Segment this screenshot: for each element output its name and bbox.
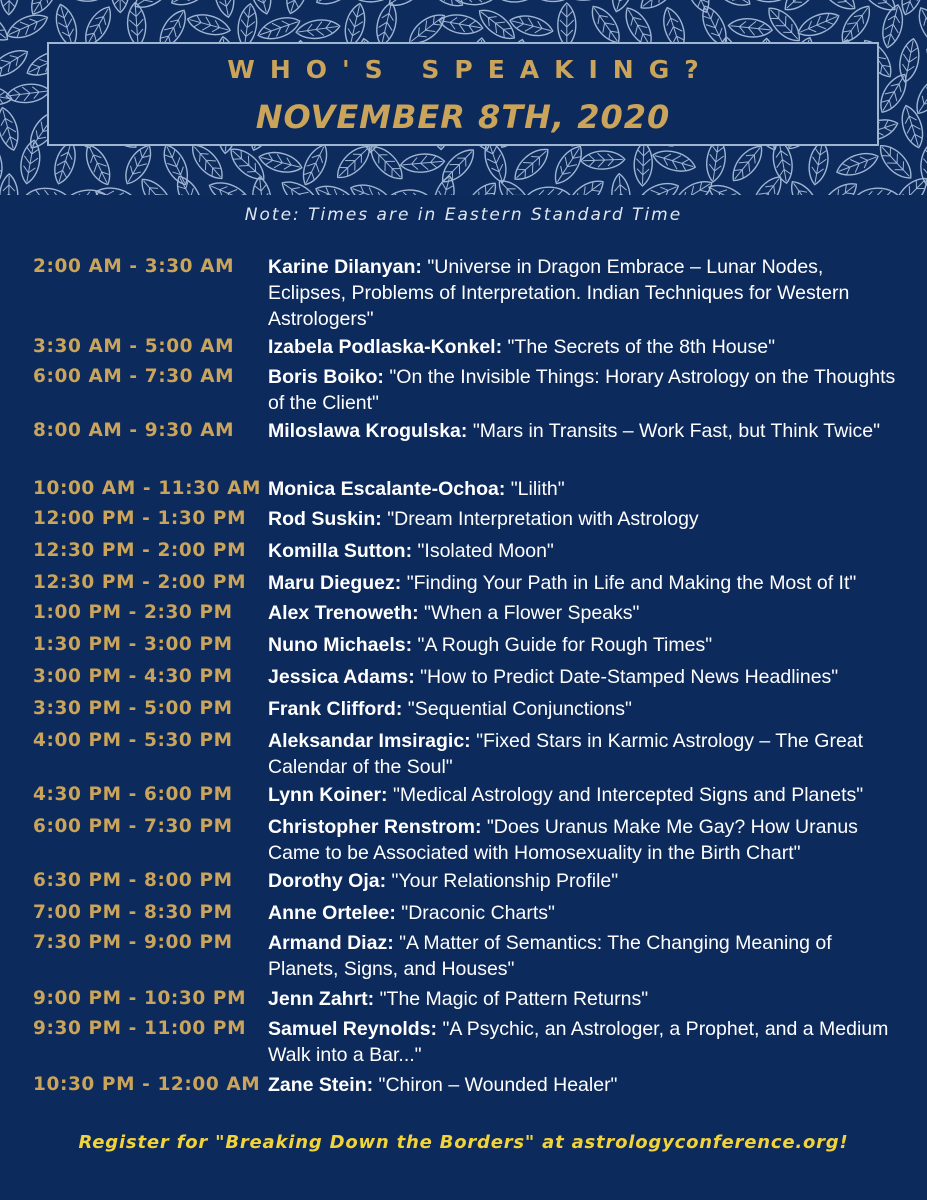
- speaker-name: Miloslawa Krogulska:: [268, 420, 468, 442]
- speaker-name: Lynn Koiner:: [268, 784, 388, 806]
- session-time: 1:30 PM - 3:00 PM: [33, 634, 233, 655]
- session-description: [268, 1016, 898, 1068]
- session-time: 8:00 AM - 9:30 AM: [33, 420, 235, 441]
- speaker-name: Komilla Sutton:: [268, 540, 413, 562]
- session-description: [268, 930, 898, 982]
- talk-title: "Medical Astrology and Intercepted Signs and Planets": [392, 784, 864, 806]
- session-description: [268, 900, 898, 926]
- speaker-name: Zane Stein:: [268, 1074, 374, 1096]
- talk-title: "Your Relationship Profile": [391, 870, 619, 892]
- session-description: [268, 538, 898, 564]
- session-time: 10:00 AM - 11:30 AM: [33, 478, 262, 499]
- session-description: [268, 1072, 898, 1098]
- talk-title: "A Rough Guide for Rough Times": [417, 634, 713, 656]
- session-time: 3:30 AM - 5:00 AM: [33, 336, 235, 357]
- talk-title: "When a Flower Speaks": [424, 602, 640, 624]
- event-date: NOVEMBER 8TH, 2020: [255, 98, 671, 136]
- speaker-name: Christopher Renstrom:: [268, 816, 482, 838]
- session-description: [268, 506, 898, 532]
- session-time: 9:30 PM - 11:00 PM: [33, 1018, 247, 1039]
- session-time: 3:00 PM - 4:30 PM: [33, 666, 233, 687]
- talk-title: "Fixed Stars in Karmic Astrology – The Great Calendar of the Soul": [268, 730, 864, 778]
- register-footer: Register for "Breaking Down the Borders" at astrologyconference.org!: [78, 1132, 849, 1153]
- speaker-name: Samuel Reynolds:: [268, 1018, 438, 1040]
- session-description: [268, 476, 898, 502]
- speaker-name: Frank Clifford:: [268, 698, 403, 720]
- speaker-name: Jenn Zahrt:: [268, 988, 375, 1010]
- talk-title: "On the Invisible Things: Horary Astrology on the Thoughts of the Client": [268, 366, 896, 414]
- session-time: 4:30 PM - 6:00 PM: [33, 784, 233, 805]
- header-banner: [0, 0, 927, 195]
- session-time: 6:00 AM - 7:30 AM: [33, 366, 235, 387]
- session-time: 1:00 PM - 2:30 PM: [33, 602, 233, 623]
- speaker-name: Rod Suskin:: [268, 508, 382, 530]
- session-description: [268, 254, 898, 332]
- session-description: [268, 632, 898, 658]
- speaker-name: Izabela Podlaska-Konkel:: [268, 336, 503, 358]
- talk-title: "Chiron – Wounded Healer": [378, 1074, 618, 1096]
- talk-title: "Dream Interpretation with Astrology: [387, 508, 699, 530]
- speaker-name: Karine Dilanyan:: [268, 256, 422, 278]
- session-time: 12:00 PM - 1:30 PM: [33, 508, 247, 529]
- session-description: [268, 782, 898, 808]
- session-time: 12:30 PM - 2:00 PM: [33, 572, 247, 593]
- timezone-note: Note: Times are in Eastern Standard Time: [244, 205, 683, 225]
- session-description: [268, 696, 898, 722]
- talk-title: "A Matter of Semantics: The Changing Meaning of Planets, Signs, and Houses": [268, 932, 832, 980]
- session-time: 7:30 PM - 9:00 PM: [33, 932, 233, 953]
- session-time: 3:30 PM - 5:00 PM: [33, 698, 233, 719]
- page-title: WHO'S SPEAKING?: [227, 55, 714, 84]
- speaker-name: Armand Diaz:: [268, 932, 394, 954]
- session-time: 6:30 PM - 8:00 PM: [33, 870, 233, 891]
- speaker-name: Dorothy Oja:: [268, 870, 387, 892]
- session-description: [268, 600, 898, 626]
- session-description: [268, 814, 898, 866]
- talk-title: "The Magic of Pattern Returns": [379, 988, 649, 1010]
- talk-title: "How to Predict Date-Stamped News Headlines": [420, 666, 839, 688]
- title-box: [47, 42, 879, 146]
- speaker-name: Alex Trenoweth:: [268, 602, 419, 624]
- talk-title: "Isolated Moon": [417, 540, 554, 562]
- speaker-name: Nuno Michaels:: [268, 634, 413, 656]
- session-description: [268, 334, 898, 360]
- session-time: 4:00 PM - 5:30 PM: [33, 730, 233, 751]
- session-description: [268, 868, 898, 894]
- talk-title: "Universe in Dragon Embrace – Lunar Nodes, Eclipses, Problems of Interpretation. Indian Techniques for Western Astrologers": [268, 256, 850, 330]
- talk-title: "The Secrets of the 8th House": [507, 336, 775, 358]
- session-description: [268, 418, 898, 444]
- session-description: [268, 728, 898, 780]
- talk-title: "Does Uranus Make Me Gay? How Uranus Came to be Associated with Homosexuality in the Birth Chart": [268, 816, 858, 864]
- session-description: [268, 570, 898, 596]
- session-time: 7:00 PM - 8:30 PM: [33, 902, 233, 923]
- speaker-name: Maru Dieguez:: [268, 572, 402, 594]
- talk-title: "Sequential Conjunctions": [407, 698, 632, 720]
- session-time: 2:00 AM - 3:30 AM: [33, 256, 235, 277]
- talk-title: "Mars in Transits – Work Fast, but Think Twice": [472, 420, 881, 442]
- session-time: 9:00 PM - 10:30 PM: [33, 988, 247, 1009]
- session-description: [268, 364, 898, 416]
- talk-title: "Finding Your Path in Life and Making the Most of It": [406, 572, 857, 594]
- session-time: 12:30 PM - 2:00 PM: [33, 540, 247, 561]
- talk-title: "Draconic Charts": [401, 902, 555, 924]
- session-time: 6:00 PM - 7:30 PM: [33, 816, 233, 837]
- talk-title: "Lilith": [510, 478, 565, 500]
- session-time: 10:30 PM - 12:00 AM: [33, 1074, 261, 1095]
- speaker-name: Boris Boiko:: [268, 366, 384, 388]
- speaker-name: Anne Ortelee:: [268, 902, 396, 924]
- session-description: [268, 986, 898, 1012]
- session-description: [268, 664, 898, 690]
- speaker-name: Jessica Adams:: [268, 666, 415, 688]
- speaker-name: Aleksandar Imsiragic:: [268, 730, 471, 752]
- talk-title: "A Psychic, an Astrologer, a Prophet, and a Medium Walk into a Bar...": [268, 1018, 889, 1066]
- speaker-name: Monica Escalante-Ochoa:: [268, 478, 506, 500]
